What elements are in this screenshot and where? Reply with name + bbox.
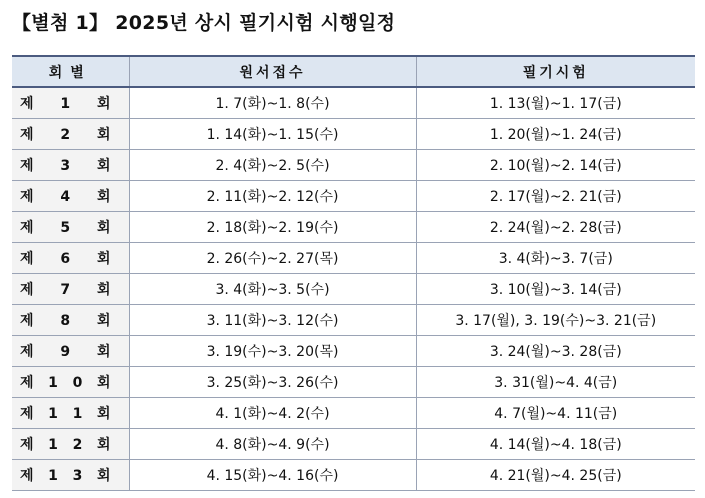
round-cell: 제 1 0 회 bbox=[12, 366, 129, 397]
round-cell: 제 5 회 bbox=[12, 211, 129, 242]
exam-period-cell: 2. 24(월)~2. 28(금) bbox=[416, 211, 695, 242]
application-period-cell: 1. 7(화)~1. 8(수) bbox=[129, 87, 416, 118]
exam-period-cell: 3. 24(월)~3. 28(금) bbox=[416, 335, 695, 366]
application-period-cell: 3. 4(화)~3. 5(수) bbox=[129, 273, 416, 304]
application-period-cell: 2. 18(화)~2. 19(수) bbox=[129, 211, 416, 242]
application-period-cell: 4. 8(화)~4. 9(수) bbox=[129, 428, 416, 459]
table-row bbox=[12, 180, 695, 211]
application-period-cell: 3. 25(화)~3. 26(수) bbox=[129, 366, 416, 397]
table-row bbox=[12, 87, 695, 118]
exam-period-cell: 2. 17(월)~2. 21(금) bbox=[416, 180, 695, 211]
application-period-cell: 4. 15(화)~4. 16(수) bbox=[129, 459, 416, 490]
table-row bbox=[12, 242, 695, 273]
table-row bbox=[12, 459, 695, 490]
document-title: 【별첨 1】 2025년 상시 필기시험 시행일정 bbox=[12, 12, 396, 34]
exam-schedule-table bbox=[12, 55, 695, 491]
round-cell: 제 8 회 bbox=[12, 304, 129, 335]
application-period-cell: 2. 11(화)~2. 12(수) bbox=[129, 180, 416, 211]
exam-period-cell: 3. 4(화)~3. 7(금) bbox=[416, 242, 695, 273]
table-row bbox=[12, 149, 695, 180]
round-cell: 제 6 회 bbox=[12, 242, 129, 273]
exam-period-cell: 3. 31(월)~4. 4(금) bbox=[416, 366, 695, 397]
round-cell: 제 3 회 bbox=[12, 149, 129, 180]
table-header-row bbox=[12, 56, 695, 87]
round-cell: 제 1 1 회 bbox=[12, 397, 129, 428]
exam-period-cell: 4. 21(월)~4. 25(금) bbox=[416, 459, 695, 490]
round-cell: 제 7 회 bbox=[12, 273, 129, 304]
exam-period-cell: 1. 20(월)~1. 24(금) bbox=[416, 118, 695, 149]
table-row bbox=[12, 366, 695, 397]
table-row bbox=[12, 211, 695, 242]
exam-period-cell: 2. 10(월)~2. 14(금) bbox=[416, 149, 695, 180]
application-period-cell: 3. 19(수)~3. 20(목) bbox=[129, 335, 416, 366]
table-row bbox=[12, 118, 695, 149]
application-period-cell: 3. 11(화)~3. 12(수) bbox=[129, 304, 416, 335]
exam-period-cell: 4. 14(월)~4. 18(금) bbox=[416, 428, 695, 459]
table-row bbox=[12, 335, 695, 366]
table-row bbox=[12, 273, 695, 304]
application-period-cell: 2. 26(수)~2. 27(목) bbox=[129, 242, 416, 273]
exam-period-cell: 3. 17(월), 3. 19(수)~3. 21(금) bbox=[416, 304, 695, 335]
application-period-cell: 4. 1(화)~4. 2(수) bbox=[129, 397, 416, 428]
table-row bbox=[12, 428, 695, 459]
exam-period-cell: 4. 7(월)~4. 11(금) bbox=[416, 397, 695, 428]
application-period-cell: 1. 14(화)~1. 15(수) bbox=[129, 118, 416, 149]
exam-period-cell: 1. 13(월)~1. 17(금) bbox=[416, 87, 695, 118]
exam-period-cell: 3. 10(월)~3. 14(금) bbox=[416, 273, 695, 304]
application-period-cell: 2. 4(화)~2. 5(수) bbox=[129, 149, 416, 180]
round-cell: 제 1 2 회 bbox=[12, 428, 129, 459]
round-cell: 제 9 회 bbox=[12, 335, 129, 366]
header-round: 회별 bbox=[12, 56, 129, 87]
table-row bbox=[12, 397, 695, 428]
table-row bbox=[12, 304, 695, 335]
round-cell: 제 1 3 회 bbox=[12, 459, 129, 490]
round-cell: 제 2 회 bbox=[12, 118, 129, 149]
header-exam: 필기시험 bbox=[416, 56, 695, 87]
header-application: 원서접수 bbox=[129, 56, 416, 87]
round-cell: 제 4 회 bbox=[12, 180, 129, 211]
round-cell: 제 1 회 bbox=[12, 87, 129, 118]
